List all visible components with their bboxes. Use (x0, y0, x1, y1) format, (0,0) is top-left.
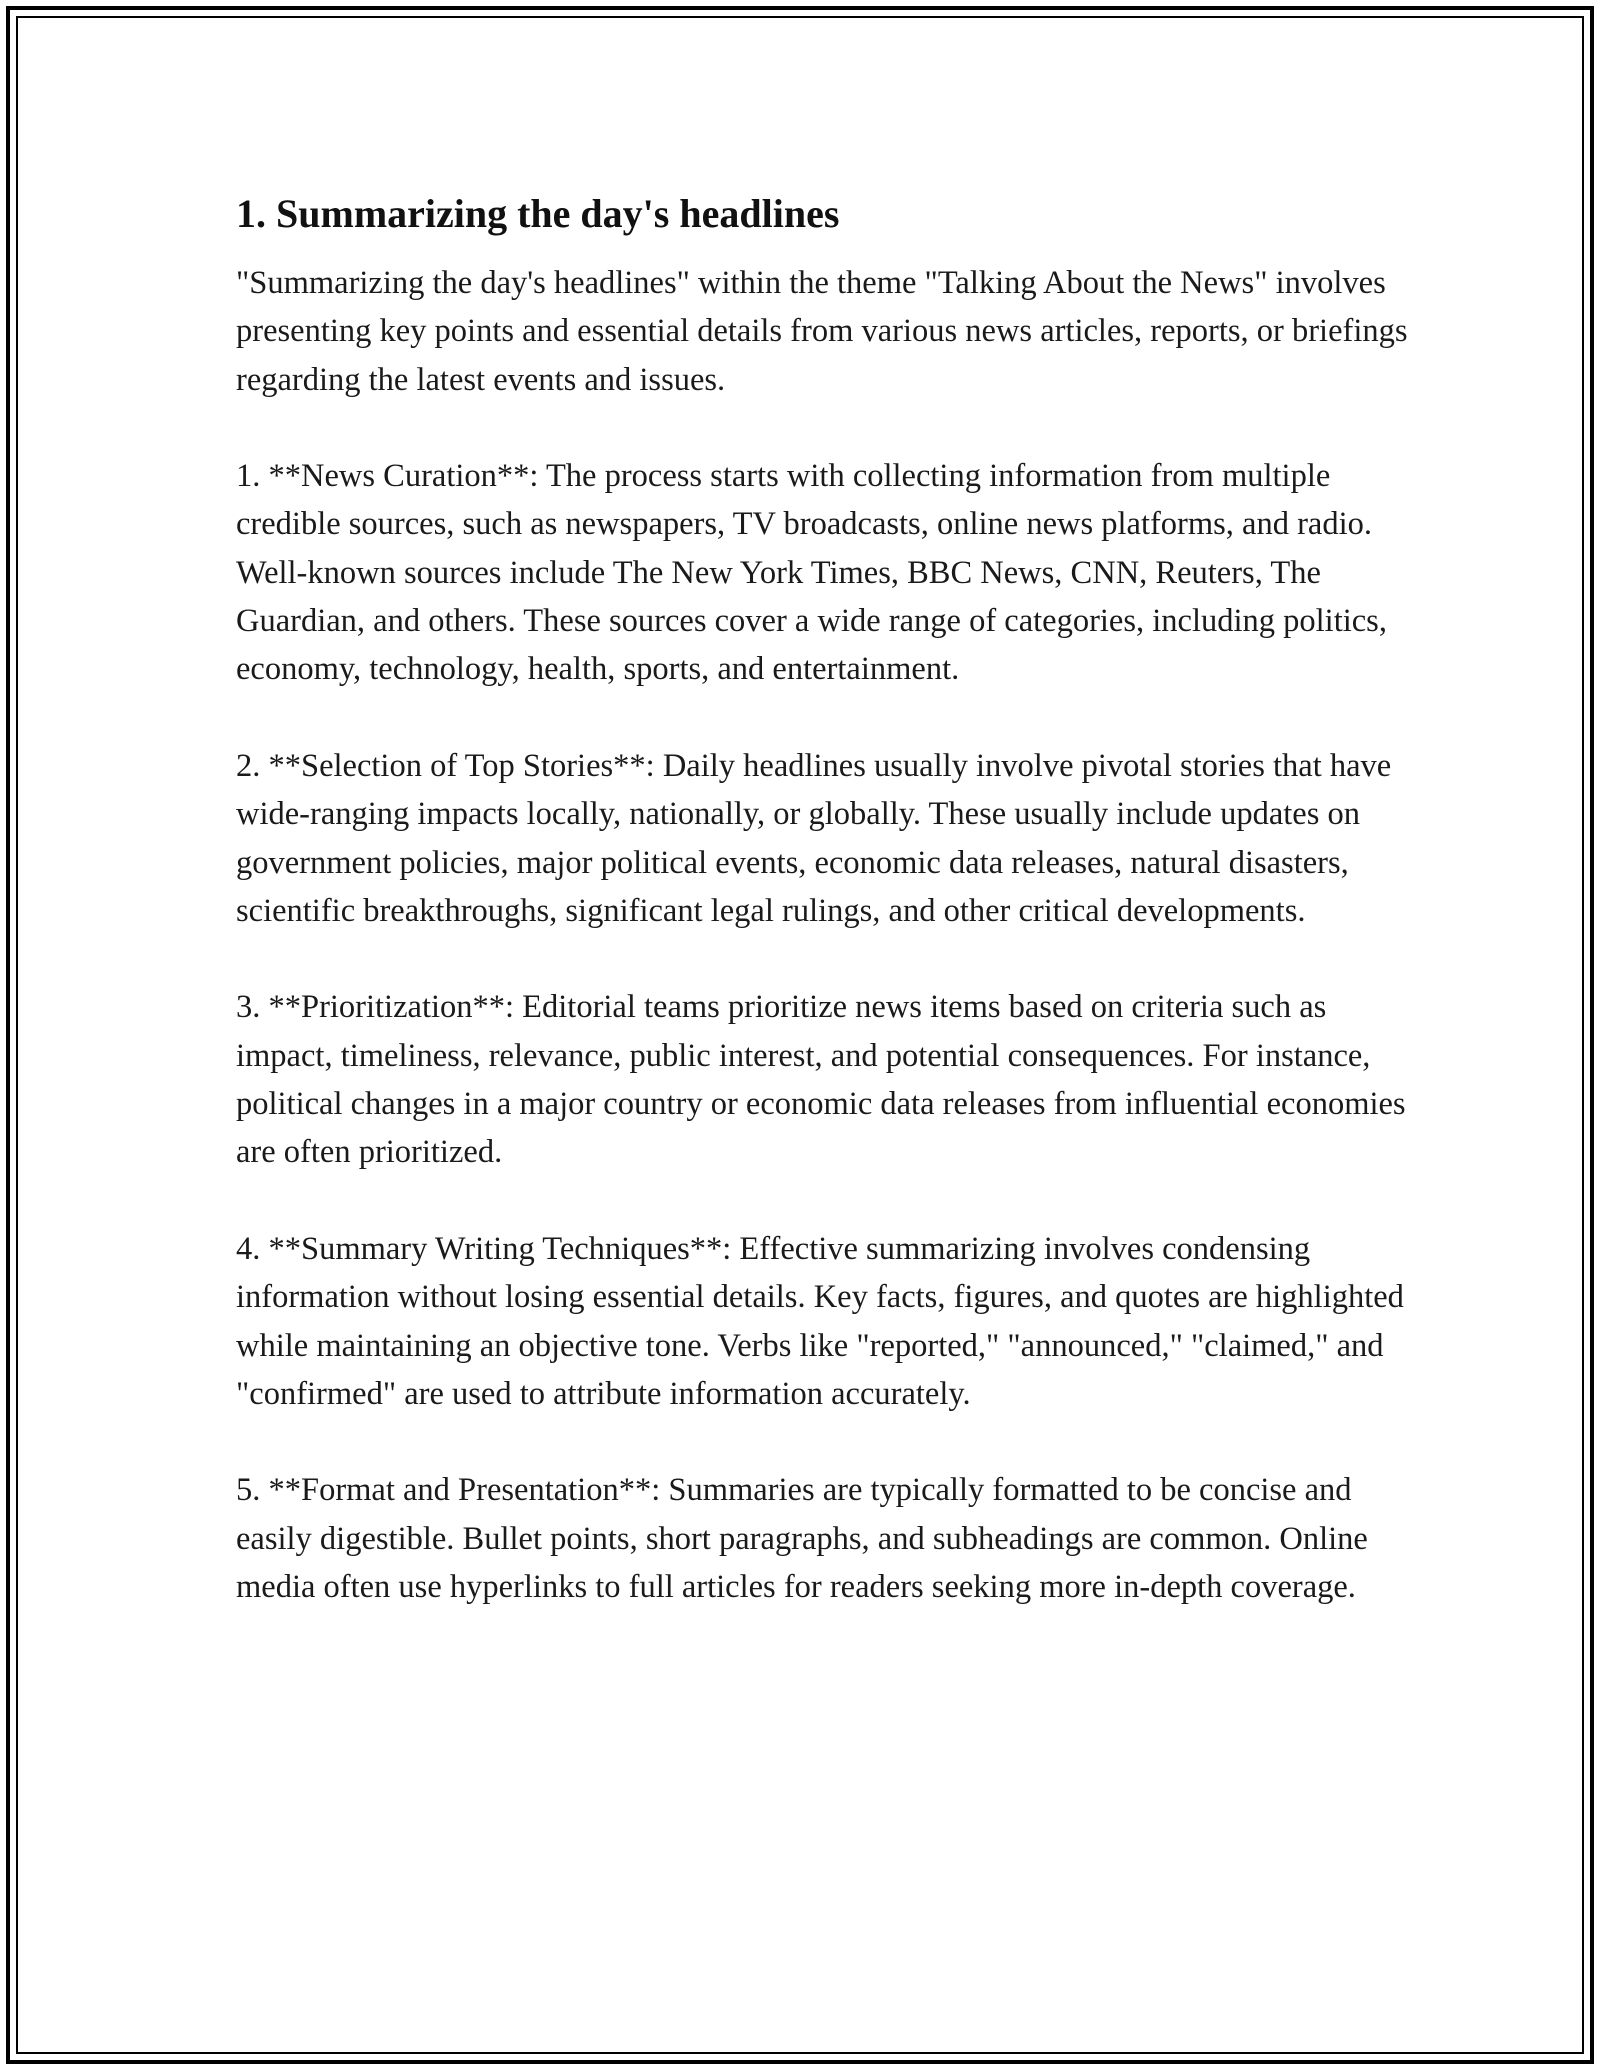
intro-paragraph: "Summarizing the day's headlines" within the theme "Talking About the News" involves presenting key points and essential details from various news articles, reports, or briefings regarding the latest events and issues. (236, 265, 1408, 398)
document-title: 1. Summarizing the day's headlines (236, 191, 840, 236)
section-news-curation: 1. **News Curation**: The process starts with collecting information from multiple credible sources, such as newspapers, TV broadcasts, online news platforms, and radio. Well-known sources include The New York Times, BBC News, CNN, Reuters, The Guardian, and others. These sources cover a wide range of categories, including politics, economy, technology, health, sports, and entertainment. (236, 458, 1387, 688)
section-prioritization: 3. **Prioritization**: Editorial teams prioritize news items based on criteria such as impact, timeliness, relevance, public interest, and potential consequences. For instance, political changes in a major country or economic data releases from influential economies are often prioritized. (236, 989, 1406, 1171)
section-summary-writing-techniques: 4. **Summary Writing Techniques**: Effective summarizing involves condensing information without losing essential details. Key facts, figures, and quotes are highlighted while maintaining an objective tone. Verbs like "reported," "announced," "claimed," and "confirmed" are used to attribute information accurately. (236, 1230, 1404, 1412)
document-body (236, 186, 1416, 1611)
section-format-and-presentation: 5. **Format and Presentation**: Summaries are typically formatted to be concise and easily digestible. Bullet points, short paragraphs, and subheadings are common. Online media often use hyperlinks to full articles for readers seeking more in-depth coverage. (236, 1472, 1368, 1606)
section-selection-of-top-stories: 2. **Selection of Top Stories**: Daily headlines usually involve pivotal stories that have wide-ranging impacts locally, nationally, or globally. These usually include updates on government policies, major political events, economic data releases, natural disasters, scientific breakthroughs, significant legal rulings, and other critical developments. (236, 747, 1392, 929)
